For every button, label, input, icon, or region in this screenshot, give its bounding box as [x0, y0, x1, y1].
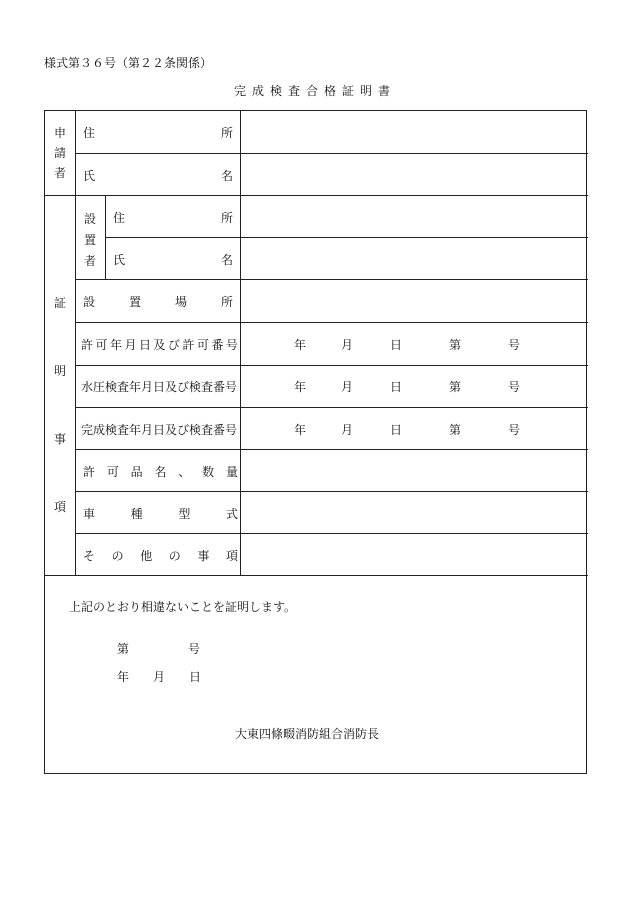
permit-year-unit: 年 — [294, 338, 307, 352]
completion-test-label: 完成検査年月日及び検査番号 — [81, 423, 238, 437]
certification-group-label: 証 明 事 項 — [53, 296, 66, 514]
completion-no-suffix: 号 — [508, 423, 521, 437]
row-divider — [75, 407, 588, 408]
row-divider — [105, 237, 588, 238]
pressure-day-unit: 日 — [390, 380, 403, 394]
certificate-table — [44, 110, 587, 774]
certification-statement: 上記のとおり相違ないことを証明します。 — [69, 600, 297, 614]
document-title: 完成検査合格証明書 — [233, 84, 396, 98]
column-divider — [75, 111, 76, 575]
permit-month-unit: 月 — [341, 338, 354, 352]
issue-no-prefix: 第 — [117, 642, 130, 656]
completion-month-unit: 月 — [341, 423, 354, 437]
other-label: そ の 他 の 事 項 — [83, 549, 238, 563]
column-divider — [105, 195, 106, 279]
issue-month-unit: 月 — [153, 670, 166, 684]
installer-address-label: 住 所 — [113, 211, 233, 225]
product-label: 許 可 品 名 、 数 量 — [83, 465, 238, 479]
issue-no-suffix: 号 — [188, 642, 201, 656]
completion-day-unit: 日 — [390, 423, 403, 437]
form-number: 様式第３６号（第２２条関係） — [44, 56, 213, 70]
permit-no-suffix: 号 — [508, 338, 521, 352]
section-divider — [45, 575, 588, 576]
pressure-no-prefix: 第 — [449, 380, 462, 394]
pressure-test-label: 水圧検査年月日及び検査番号 — [81, 380, 238, 394]
row-divider — [75, 449, 588, 450]
installer-name-label: 氏 名 — [113, 253, 233, 267]
pressure-year-unit: 年 — [294, 380, 307, 394]
row-divider — [75, 533, 588, 534]
row-divider — [75, 279, 588, 280]
permit-date-label: 許 可 年 月 日 及 び 許 可 番 号 — [81, 338, 238, 352]
vehicle-label: 車 種 型 式 — [83, 507, 238, 521]
issue-day-unit: 日 — [189, 670, 202, 684]
row-divider — [75, 365, 588, 366]
location-label: 設 置 場 所 — [83, 295, 233, 309]
completion-year-unit: 年 — [294, 423, 307, 437]
section-divider — [45, 195, 588, 196]
pressure-month-unit: 月 — [341, 380, 354, 394]
row-divider — [75, 153, 588, 154]
installer-group-label: 設 置 者 — [83, 212, 96, 268]
issuer-name: 大東四條畷消防組合消防長 — [235, 727, 380, 741]
row-divider — [75, 322, 588, 323]
permit-no-prefix: 第 — [449, 338, 462, 352]
issue-year-unit: 年 — [117, 670, 130, 684]
applicant-address-label: 住 所 — [83, 126, 233, 140]
column-divider — [240, 111, 241, 575]
row-divider — [75, 491, 588, 492]
applicant-name-label: 氏 名 — [83, 169, 233, 183]
pressure-no-suffix: 号 — [508, 380, 521, 394]
applicant-group-label: 申 請 者 — [53, 126, 66, 180]
completion-no-prefix: 第 — [449, 423, 462, 437]
permit-day-unit: 日 — [390, 338, 403, 352]
